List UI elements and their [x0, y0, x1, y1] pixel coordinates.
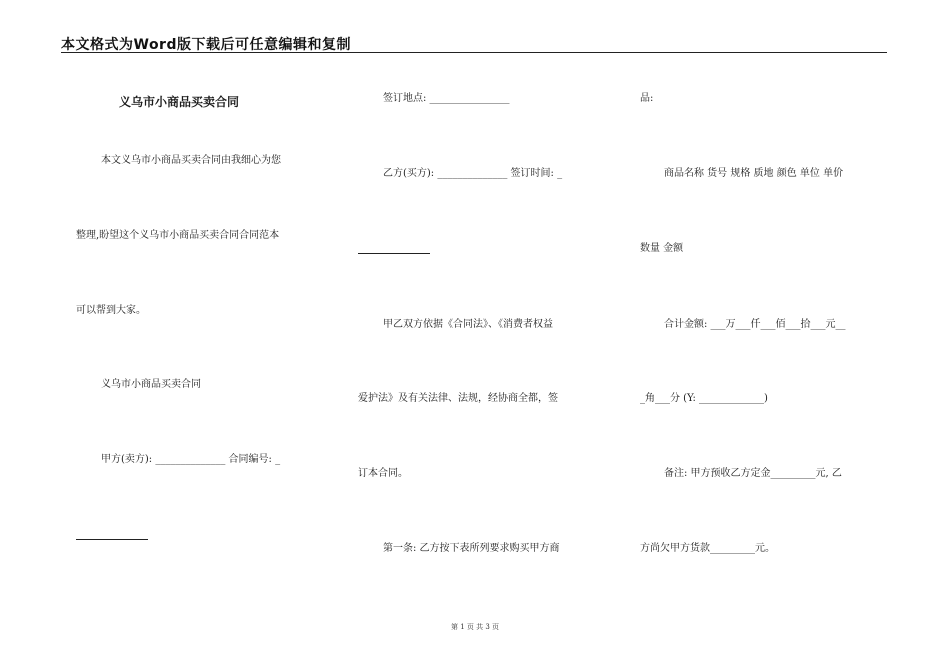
document-title: 义乌市小商品买卖合同 — [119, 95, 240, 109]
col1-line-4: 义乌市小商品买卖合同 — [101, 379, 201, 390]
col1-blank-line — [76, 539, 148, 540]
page-number: 第 1 页 共 3 页 — [450, 623, 500, 631]
col2-line-1: 签订地点: ________________ — [383, 93, 510, 104]
col3-line-7: 方尚欠甲方货款_________元。 — [640, 543, 775, 554]
col1-line-3: 可以帮到大家。 — [76, 305, 146, 316]
col2-line-3: 甲乙双方依据《合同法》、《消费者权益 — [383, 319, 553, 330]
col2-line-5: 订本合同。 — [358, 468, 408, 479]
col3-line-2: 商品名称 货号 规格 质地 颜色 单位 单价 — [664, 168, 844, 179]
col2-blank-line — [358, 253, 430, 254]
col1-line-2: 整理,盼望这个义乌市小商品买卖合同合同范本 — [76, 230, 280, 241]
col1-line-1: 本文义乌市小商品买卖合同由我细心为您 — [101, 155, 281, 166]
col3-line-1: 品: — [640, 93, 654, 104]
col3-line-6: 备注: 甲方预收乙方定金_________元, 乙 — [664, 468, 842, 479]
col1-line-5: 甲方(卖方): ______________ 合同编号: _ — [101, 454, 281, 465]
col3-line-3: 数量 金额 — [640, 243, 684, 254]
col2-line-6: 第一条: 乙方按下表所列要求购买甲方商 — [383, 543, 560, 554]
col3-line-4: 合计金额: ___万___仟___佰___拾___元__ — [664, 319, 846, 330]
col2-line-2: 乙方(买方): ______________ 签订时间: _ — [383, 168, 563, 179]
col2-line-4: 爱护法》及有关法律、法规，经协商全都，签 — [358, 393, 558, 404]
col3-line-5: _角___分 (Y: _____________) — [640, 393, 768, 404]
header-divider — [61, 52, 887, 53]
header-title: 本文格式为Word版下载后可任意编辑和复制 — [61, 37, 351, 53]
